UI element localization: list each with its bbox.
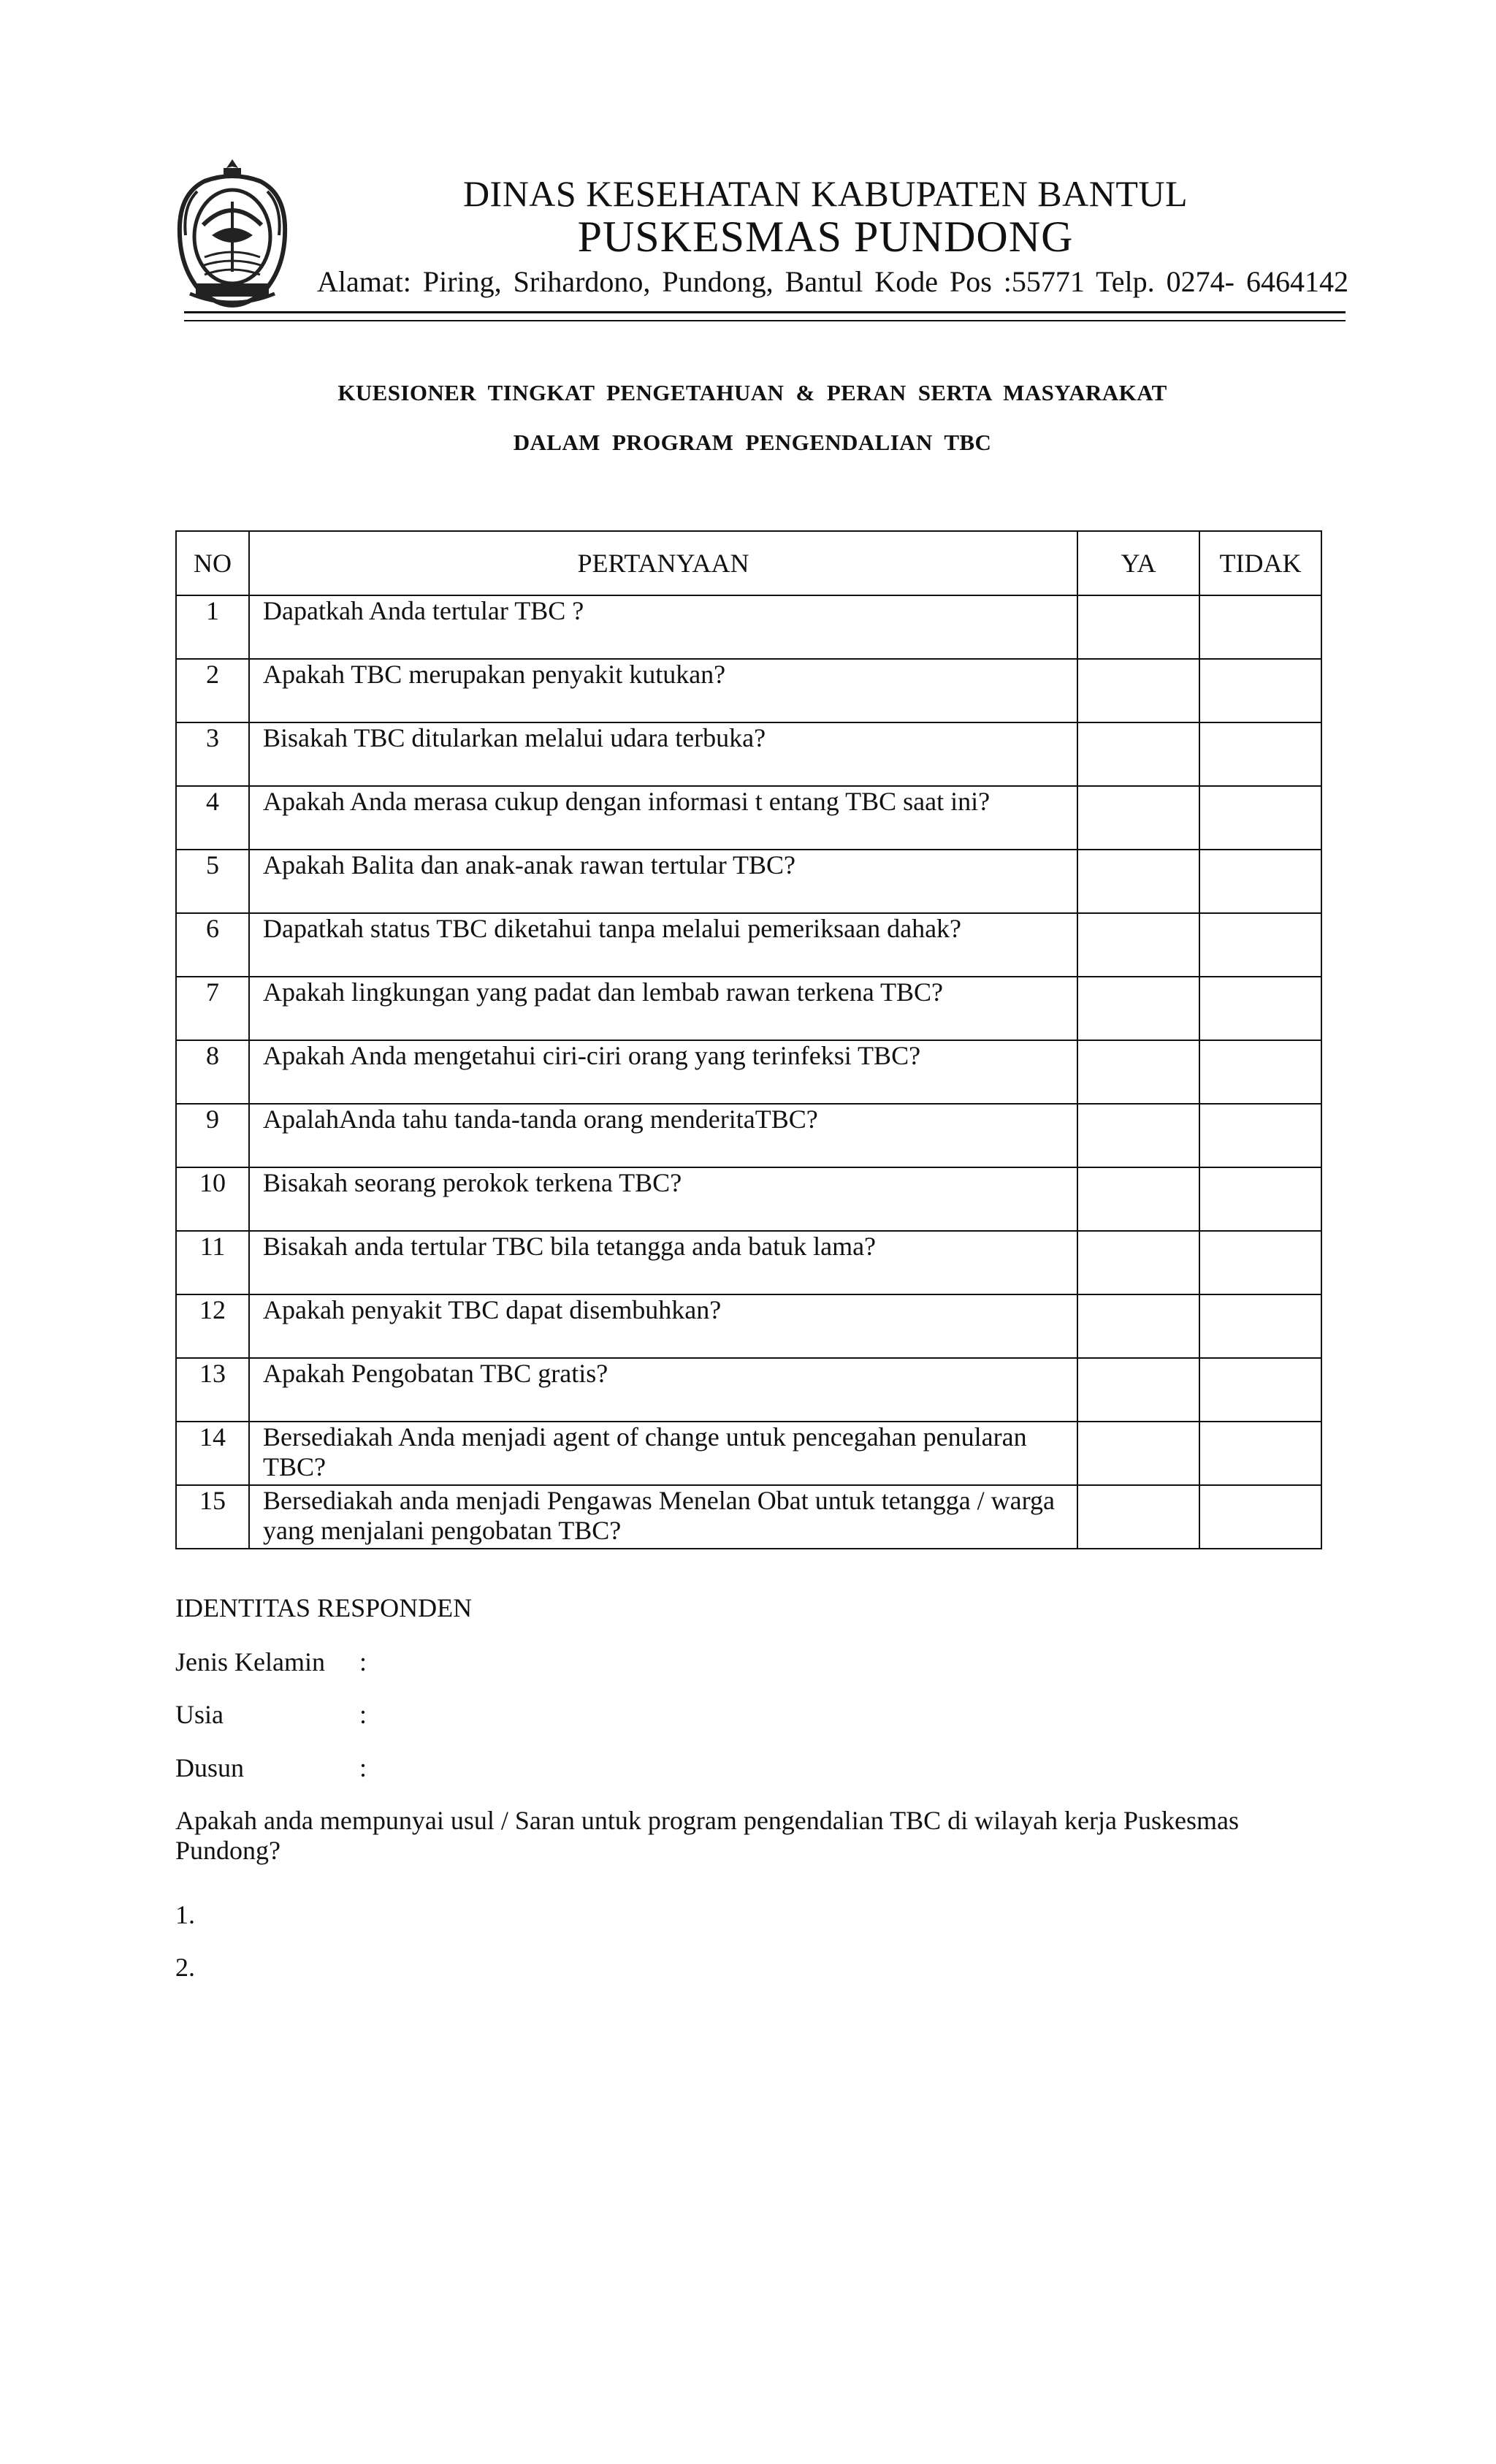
answer-ya-cell[interactable]	[1077, 977, 1199, 1040]
answer-tidak-cell[interactable]	[1199, 1358, 1321, 1422]
answer-tidak-cell[interactable]	[1199, 850, 1321, 913]
question-text: Dapatkah status TBC diketahui tanpa melalui pemeriksaan dahak?	[249, 913, 1077, 977]
question-text: Apakah lingkungan yang padat dan lembab rawan terkena TBC?	[249, 977, 1077, 1040]
header-divider-thin	[184, 320, 1346, 321]
answer-tidak-cell[interactable]	[1199, 977, 1321, 1040]
table-row	[176, 659, 1321, 722]
question-text: Apakah Pengobatan TBC gratis?	[249, 1358, 1077, 1422]
answer-tidak-cell[interactable]	[1199, 1294, 1321, 1358]
respondent-identity-heading: IDENTITAS RESPONDEN	[175, 1593, 473, 1622]
field-label: Jenis Kelamin	[175, 1647, 325, 1677]
table-row	[176, 1358, 1321, 1422]
answer-ya-cell[interactable]	[1077, 850, 1199, 913]
answer-ya-cell[interactable]	[1077, 722, 1199, 786]
col-header-tidak: TIDAK	[1199, 531, 1321, 595]
row-number: 4	[176, 786, 249, 850]
table-row	[176, 1422, 1321, 1485]
answer-tidak-cell[interactable]	[1199, 1167, 1321, 1231]
row-number: 6	[176, 913, 249, 977]
question-text: Apakah TBC merupakan penyakit kutukan?	[249, 659, 1077, 722]
table-header-row	[176, 531, 1321, 595]
col-header-pertanyaan: PERTANYAAN	[249, 531, 1077, 595]
questionnaire-title: KUESIONER TINGKAT PENGETAHUAN & PERAN SERTA MASYARAKAT	[337, 380, 1167, 405]
field-usia[interactable]	[175, 1699, 367, 1730]
row-number: 1	[176, 595, 249, 659]
row-number: 2	[176, 659, 249, 722]
answer-ya-cell[interactable]	[1077, 1040, 1199, 1104]
suggestion-question: Apakah anda mempunyai usul / Saran untuk program pengendalian TBC di wilayah kerja Puskesmas Pundong?	[175, 1806, 1240, 1865]
row-number: 8	[176, 1040, 249, 1104]
answer-ya-cell[interactable]	[1077, 595, 1199, 659]
field-colon: :	[359, 1700, 367, 1729]
answer-tidak-cell[interactable]	[1199, 595, 1321, 659]
answer-tidak-cell[interactable]	[1199, 1422, 1321, 1485]
answer-tidak-cell[interactable]	[1199, 786, 1321, 850]
table-row	[176, 977, 1321, 1040]
row-number: 13	[176, 1358, 249, 1422]
row-number: 11	[176, 1231, 249, 1294]
answer-tidak-cell[interactable]	[1199, 1040, 1321, 1104]
table-row	[176, 1231, 1321, 1294]
answer-ya-cell[interactable]	[1077, 1294, 1199, 1358]
address-line: Alamat: Piring, Srihardono, Pundong, Bantul Kode Pos :55771 Telp. 0274- 6464142	[317, 265, 1348, 298]
answer-ya-cell[interactable]	[1077, 659, 1199, 722]
answer-ya-cell[interactable]	[1077, 1167, 1199, 1231]
question-text: Bersediakah anda menjadi Pengawas Menelan Obat untuk tetangga / warga yang menjalani pengobatan TBC?	[249, 1485, 1077, 1549]
question-text: Bisakah anda tertular TBC bila tetangga anda batuk lama?	[249, 1231, 1077, 1294]
row-number: 15	[176, 1485, 249, 1549]
header-divider-thick	[184, 311, 1346, 313]
col-header-no: NO	[176, 531, 249, 595]
question-text: ApalahAnda tahu tanda-tanda orang menderitaTBC?	[249, 1104, 1077, 1167]
field-label: Dusun	[175, 1753, 245, 1782]
row-number: 10	[176, 1167, 249, 1231]
question-text: Apakah Anda mengetahui ciri-ciri orang yang terinfeksi TBC?	[249, 1040, 1077, 1104]
question-text: Bersediakah Anda menjadi agent of change untuk pencegahan penularan TBC?	[249, 1422, 1077, 1485]
field-colon: :	[359, 1647, 367, 1677]
row-number: 12	[176, 1294, 249, 1358]
row-number: 14	[176, 1422, 249, 1485]
field-jenis-kelamin[interactable]	[175, 1647, 367, 1677]
table-row	[176, 913, 1321, 977]
question-text: Bisakah TBC ditularkan melalui udara terbuka?	[249, 722, 1077, 786]
questionnaire-subtitle: DALAM PROGRAM PENGENDALIAN TBC	[513, 430, 992, 455]
question-text: Apakah penyakit TBC dapat disembuhkan?	[249, 1294, 1077, 1358]
table-row	[176, 850, 1321, 913]
answer-tidak-cell[interactable]	[1199, 913, 1321, 977]
table-row	[176, 1485, 1321, 1549]
table-row	[176, 1294, 1321, 1358]
question-text: Apakah Balita dan anak-anak rawan tertular TBC?	[249, 850, 1077, 913]
question-text: Bisakah seorang perokok terkena TBC?	[249, 1167, 1077, 1231]
answer-ya-cell[interactable]	[1077, 1231, 1199, 1294]
table-row	[176, 1167, 1321, 1231]
answer-tidak-cell[interactable]	[1199, 1231, 1321, 1294]
agency-name: DINAS KESEHATAN KABUPATEN BANTUL	[462, 173, 1188, 214]
question-text: Dapatkah Anda tertular TBC ?	[249, 595, 1077, 659]
puskesmas-name: PUSKESMAS PUNDONG	[577, 213, 1074, 261]
row-number: 9	[176, 1104, 249, 1167]
answer-ya-cell[interactable]	[1077, 1358, 1199, 1422]
field-colon: :	[359, 1753, 367, 1782]
row-number: 7	[176, 977, 249, 1040]
answer-ya-cell[interactable]	[1077, 1104, 1199, 1167]
answer-ya-cell[interactable]	[1077, 1485, 1199, 1549]
suggestion-item-1[interactable]: 1.	[175, 1900, 195, 1929]
suggestion-item-2[interactable]: 2.	[175, 1953, 195, 1982]
questionnaire-table	[175, 530, 1322, 1549]
field-label: Usia	[175, 1700, 224, 1729]
answer-ya-cell[interactable]	[1077, 913, 1199, 977]
table-row	[176, 1104, 1321, 1167]
field-dusun[interactable]	[175, 1752, 367, 1783]
table-row	[176, 595, 1321, 659]
answer-ya-cell[interactable]	[1077, 786, 1199, 850]
answer-tidak-cell[interactable]	[1199, 1104, 1321, 1167]
answer-tidak-cell[interactable]	[1199, 722, 1321, 786]
table-row	[176, 1040, 1321, 1104]
table-row	[176, 722, 1321, 786]
table-row	[176, 786, 1321, 850]
row-number: 5	[176, 850, 249, 913]
question-text: Apakah Anda merasa cukup dengan informasi t entang TBC saat ini?	[249, 786, 1077, 850]
row-number: 3	[176, 722, 249, 786]
answer-ya-cell[interactable]	[1077, 1422, 1199, 1485]
answer-tidak-cell[interactable]	[1199, 1485, 1321, 1549]
col-header-ya: YA	[1077, 531, 1199, 595]
answer-tidak-cell[interactable]	[1199, 659, 1321, 722]
